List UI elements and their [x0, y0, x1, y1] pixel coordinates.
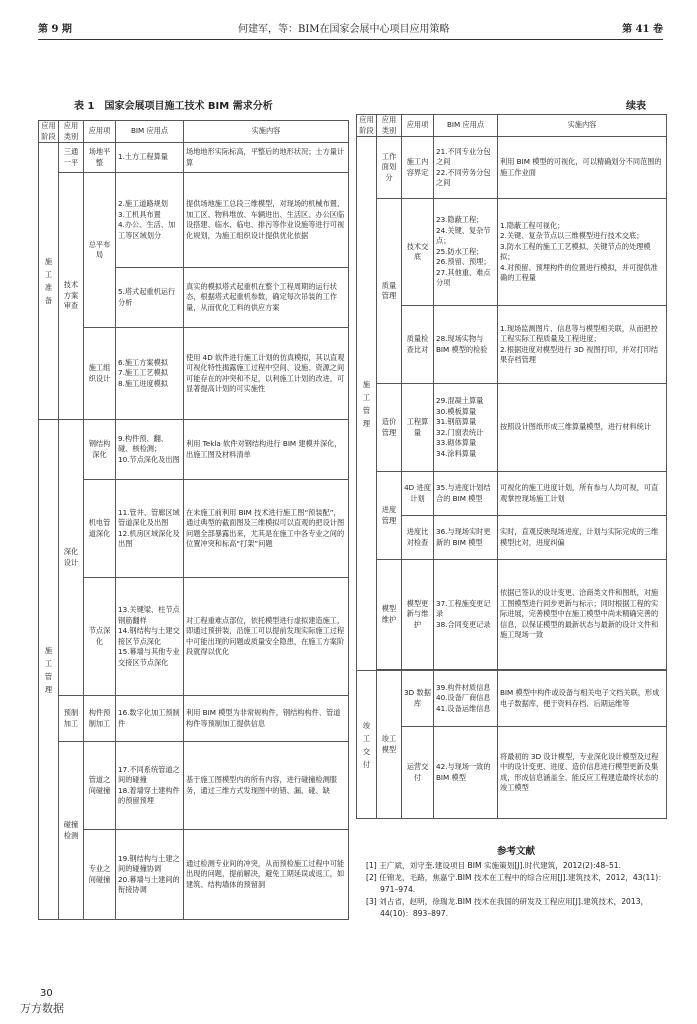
reference-item: [1] 王广斌，刘守奎.建设项目 BIM 实施策划[J].时代建筑，2012(2):48–51. — [366, 861, 622, 870]
point-cell: 13.关键梁、柱节点钢筋翻样 14.钢结构与土建交接区节点深化 15.幕墙与其他专业交接区节点深化 — [116, 578, 184, 696]
table-caption: 表 1 国家会展项目施工技术 BIM 需求分析 — [74, 101, 273, 112]
running-header — [38, 14, 663, 40]
content-cell: 使用 4D 软件进行施工计划的仿真模拟，其以直观可视化特性揭露施工过程中空间、设施、资源之间可能存在的冲突和不足，以利施工计划的改进，可显著提高计划的可实施性 — [184, 328, 349, 420]
item-cell: 施工内容界定 — [402, 137, 434, 199]
content-cell: 利用 Tekla 软件对钢结构进行 BIM 建模并深化，出施工图及材料清单 — [184, 420, 349, 480]
point-cell: 11.管井、管廊区域管道深化及出图 12.机房区域深化及出图 — [116, 480, 184, 578]
category-cell: 竣工模型 — [377, 671, 402, 819]
category-cell: 质量管理 — [377, 199, 402, 384]
reference-item: [2] 任锦龙，毛路，焦嘉宁.BIM 技术在工程中的综合应用[J].建筑技术，2012，43(11)：971–974. — [366, 873, 666, 894]
content-cell: 提供场地施工总段三维模型，对现场的机械布置、加工区、物料堆放、车辆进出、生活区、办公区临设搭建、临水、临电、排污等作业设施等进行可视化规划，为施工组织设计提供优化依据 — [184, 173, 349, 268]
content-cell: 可视化的施工进度计划，所有参与人均可视，可直观掌控现场施工计划 — [498, 472, 667, 516]
item-cell: 机电管道深化 — [84, 480, 116, 578]
item-cell: 3D 数据库 — [402, 671, 434, 727]
item-cell: 质量检查比对 — [402, 306, 434, 384]
point-cell: 37.工程施变更记录 38.合同变更记录 — [434, 560, 498, 670]
point-cell: 5.塔式起重机运行分析 — [116, 268, 184, 328]
header-rule — [38, 39, 663, 40]
table-row — [357, 560, 667, 670]
point-cell: 21.不同专业分包之间 22.不同劳务分包之间 — [434, 137, 498, 199]
table-row — [39, 578, 349, 696]
watermark: 万方数据 — [20, 1002, 64, 1015]
table-row — [357, 137, 667, 199]
item-cell: 4D 进度计划 — [402, 472, 434, 516]
table-row — [357, 384, 667, 472]
col-stage: 应用阶段 — [357, 115, 377, 137]
table-row — [357, 472, 667, 516]
table-header-row — [357, 115, 667, 137]
content-cell: 利用 BIM 模型的可视化，可以精确划分不同范围的施工作业面 — [498, 137, 667, 199]
item-cell: 钢结构深化 — [84, 420, 116, 480]
point-cell: 36.与现场实时更新的 BIM 模型 — [434, 516, 498, 560]
content-cell: 依据已签认的设计变更、洽商类文件和图纸，对施工图模型进行同步更新与标示；同时根据工程的实际进展，完善模型中在施工模型中尚未精确完善的信息，以保证模型的最新状态与最新的设计文件和施工现场一致 — [498, 560, 667, 670]
item-cell: 管道之间碰撞 — [84, 742, 116, 830]
item-cell: 专业之间碰撞 — [84, 830, 116, 920]
table-left — [38, 120, 349, 920]
category-cell: 碰撞检测 — [59, 742, 84, 920]
point-cell: 42.与现场一致的 BIM 模型 — [434, 727, 498, 819]
table-row — [39, 480, 349, 578]
col-content: 实施内容 — [498, 115, 667, 137]
content-cell: 1.隐蔽工程可视化； 2.关键、复杂节点以三维模型进行技术交底； 3.防水工程的施工工艺模拟、关键节点的处理模拟； 4.对预留、预埋构件的位置进行模拟，并可提供准确的工程量 — [498, 199, 667, 306]
stage-cell: 施 工 管 理 — [357, 137, 377, 671]
point-cell: 9.构件预、翻、碰、核检测； 10.节点深化及出图 — [116, 420, 184, 480]
table-row — [357, 671, 667, 727]
content-cell: 实时，直观反映现场进度，计划与实际完成的三维模型比对，进度纠偏 — [498, 516, 667, 560]
item-cell: 施工组织设计 — [84, 328, 116, 420]
category-cell: 预制加工 — [59, 696, 84, 742]
content-cell: 在未施工前利用 BIM 技术进行施工图“预装配”，通过典型的截面图及三维模拟可以直观的把设计图问题全部暴露出来，尤其是在施工中各专业之间的位置冲突和标高“打架”问题 — [184, 480, 349, 578]
category-cell: 三通一平 — [59, 143, 84, 173]
table-row — [357, 199, 667, 306]
content-cell: 对工程重难点部位，依托模型进行虚拟建造施工，即通过预拼装，沿施工可以提前发现实际施工过程中可能出现的问题或质量安全隐患，在施工方案阶段就得以优化 — [184, 578, 349, 696]
col-category: 应用类别 — [59, 121, 84, 143]
table-row — [39, 328, 349, 420]
item-cell: 工程算量 — [402, 384, 434, 472]
point-cell: 2.施工道路规划 3.工机具布置 4.办公、生活、加工等区域划分 — [116, 173, 184, 268]
item-cell: 技术交底 — [402, 199, 434, 306]
content-cell: 按照设计图纸形成三维算量模型，进行材料统计 — [498, 384, 667, 472]
point-cell: 19.钢结构与土建之间的碰撞协调 20.幕墙与土建间的衔接协调 — [116, 830, 184, 920]
content-cell: 将最初的 3D 设计模型，专业深化设计模型及过程中的设计变更、进度、造价信息进行模型更新及集成，形成信息涵盖全、能反应工程建造最终状态的竣工模型 — [498, 727, 667, 819]
content-cell: 通过检测专业间的冲突，从而预检施工过程中可能出现的问题，提前解决，避免工期延误或返工，如建筑、结构墙体的预留洞 — [184, 830, 349, 920]
table-row — [39, 420, 349, 480]
table-row — [39, 173, 349, 268]
stage-cell: 施 工 管 理 — [39, 420, 59, 920]
table-row — [357, 727, 667, 819]
table-row — [357, 306, 667, 384]
col-stage: 应用阶段 — [39, 121, 59, 143]
stage-cell: 施 工 准 备 — [39, 143, 59, 420]
item-cell: 运营交付 — [402, 727, 434, 819]
item-cell: 场地平整 — [84, 143, 116, 173]
point-cell: 1.土方工程算量 — [116, 143, 184, 173]
col-point: BIM 应用点 — [116, 121, 184, 143]
category-cell: 技术方案审查 — [59, 173, 84, 420]
page-number: 30 — [40, 988, 53, 999]
table-row — [39, 830, 349, 920]
col-point: BIM 应用点 — [434, 115, 498, 137]
point-cell: 28.现场实物与 BIM 模型的检验 — [434, 306, 498, 384]
item-cell: 构件预制加工 — [84, 696, 116, 742]
item-cell: 节点深化 — [84, 578, 116, 696]
content-cell: BIM 模型中构件或设备与相关电子文档关联，形成电子数据库，便于资料存档、后期运维等 — [498, 671, 667, 727]
category-cell: 模型维护 — [377, 560, 402, 670]
references-title: 参考文献 — [496, 846, 535, 857]
content-cell: 场地地形实际标高，平整后的地形状况；土方量计算 — [184, 143, 349, 173]
table-continued-caption: 续表 — [626, 101, 646, 112]
table-right — [356, 114, 667, 819]
table-header-row — [39, 121, 349, 143]
category-cell: 深化设计 — [59, 420, 84, 696]
col-content: 实施内容 — [184, 121, 349, 143]
volume-label: 第 41 卷 — [622, 24, 663, 35]
point-cell: 35.与进度计划结合的 BIM 模型 — [434, 472, 498, 516]
stage-cell: 竣 工 交 付 — [357, 671, 377, 819]
category-cell: 造价管理 — [377, 384, 402, 472]
point-cell: 17.不同系统管道之间的碰撞 18.着墙穿土建构件的预留预埋 — [116, 742, 184, 830]
content-cell: 1.现场监测图片、信息等与模型相关联，从而把控工程实际工程质量及工程进度； 2.根据进度对模型进行 3D 视图打印，并对打印结果存档管理 — [498, 306, 667, 384]
col-item: 应用项 — [84, 121, 116, 143]
table-row — [357, 516, 667, 560]
header-title: 何建军，等：BIM在国家会展中心项目应用策略 — [238, 24, 450, 35]
item-cell: 进度比对检查 — [402, 516, 434, 560]
references — [366, 846, 666, 920]
content-cell: 真实的模拟塔式起重机在整个工程周期的运行状态，根据塔式起重机参数，确定每次吊装的工作量，从而优化工料的供应方案 — [184, 268, 349, 328]
point-cell: 39.构件材质信息 40.设备厂商信息 41.设备运维信息 — [434, 671, 498, 727]
content-cell: 基于施工图模型内的所有内容，进行碰撞检测服务，通过三维方式发现图中的错、漏、碰、缺 — [184, 742, 349, 830]
col-item: 应用项 — [402, 115, 434, 137]
col-category: 应用类别 — [377, 115, 402, 137]
point-cell: 23.隐蔽工程； 24.关键、复杂节点； 25.防水工程； 26.预留、预埋； 27.其他重、难点分项 — [434, 199, 498, 306]
table-row — [39, 143, 349, 173]
point-cell: 6.施工方案模拟 7.施工工艺模拟 8.施工进度模拟 — [116, 328, 184, 420]
table-row — [39, 742, 349, 830]
category-cell: 工作面划分 — [377, 137, 402, 199]
item-cell: 模型更新与维护 — [402, 560, 434, 670]
point-cell: 29.混凝土算量 30.模板算量 31.钢筋算量 32.门窗表统计 33.砌体算量 34.涂料算量 — [434, 384, 498, 472]
point-cell: 16.数字化加工预制件 — [116, 696, 184, 742]
category-cell: 进度管理 — [377, 472, 402, 560]
content-cell: 利用 BIM 模型为非常规构件，钢结构构件、管道构件等预制加工提供信息 — [184, 696, 349, 742]
item-cell: 总平布局 — [84, 173, 116, 328]
reference-item: [3] 刘占省，赵明，徐瑞龙.BIM 技术在我国的研发及工程应用[J].建筑技术，2013，44(10)：893–897. — [366, 897, 649, 918]
table-row — [39, 696, 349, 742]
issue-label: 第 9 期 — [38, 24, 72, 35]
